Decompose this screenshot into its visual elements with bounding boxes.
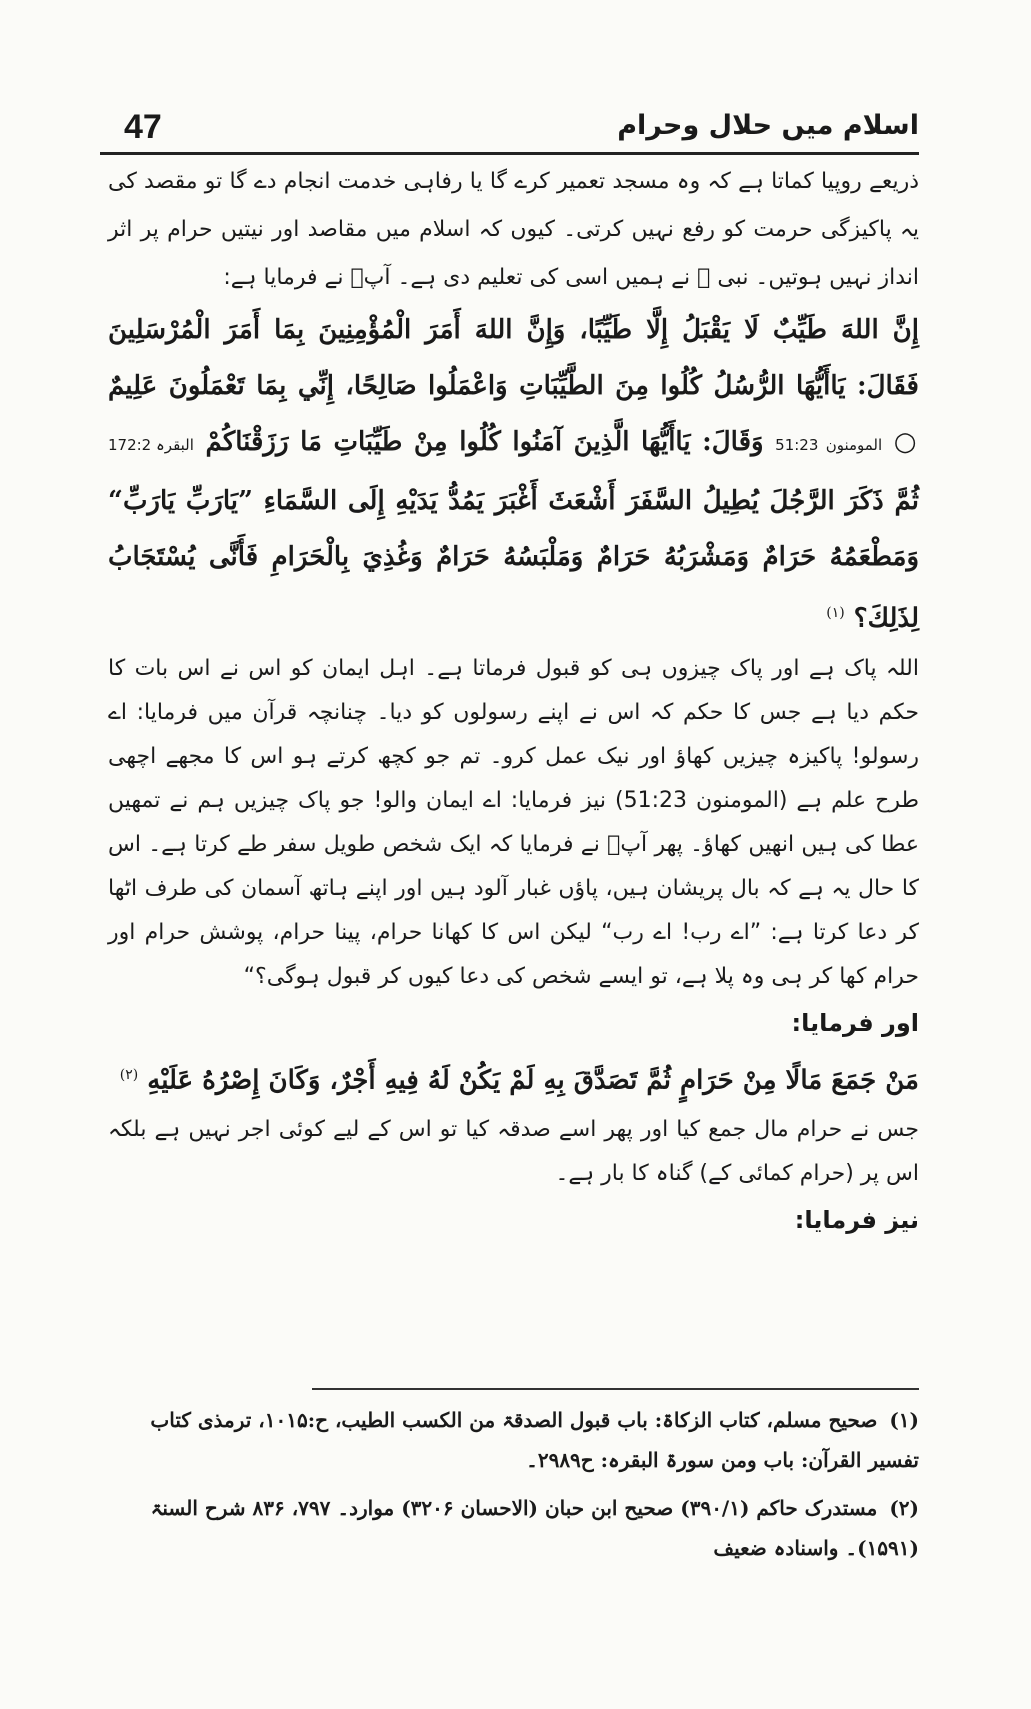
footnote-text: صحیح مسلم، کتاب الزکاۃ: باب قبول الصدقۃ من الکسب الطیب، ح:۱۰۱۵، ترمذی کتاب تفسیر القرآن: باب ومن سورۃ البقرہ: ح۲۹۸۹۔ xyxy=(150,1408,919,1472)
quran-reference-2: البقرہ 172:2 xyxy=(108,436,194,454)
page-header xyxy=(100,108,919,155)
intro-paragraph: ذریعے روپیا کماتا ہے کہ وہ مسجد تعمیر کرے گا یا رفاہی خدمت انجام دے گا تو مقصد کی یہ پاکیزگی حرمت کو رفع نہیں کرتی۔ کیوں کہ اسلام میں مقاصد اور نیتیں حرام پر اثر انداز نہیں ہوتیں۔ نبی ﷺ نے ہمیں اسی کی تعلیم دی ہے۔ آپؐ نے فرمایا ہے: xyxy=(108,169,919,290)
section-heading-1: اور فرمایا: xyxy=(791,1008,919,1037)
hadith-text-2: وَقَالَ: يَاأَيُّهَا الَّذِينَ آمَنُوا كُلُوا مِنْ طَيِّبَاتِ مَا رَزَقْنَاكُمْ xyxy=(205,427,764,457)
hadith-arabic-1 xyxy=(108,302,919,647)
footnote-number: (۲) xyxy=(889,1496,919,1520)
footnote-2 xyxy=(108,1488,919,1568)
footnote-1 xyxy=(108,1400,919,1480)
hadith-text-1: إِنَّ اللهَ طَيِّبٌ لَا يَقْبَلُ إِلَّا طَيِّبًا، وَإِنَّ اللهَ أَمَرَ الْمُؤْمِنِينَ بِمَا أَمَرَ الْمُرْسَلِينَ فَقَالَ: يَاأَيُّهَا الرُّسُلُ كُلُوا مِنَ الطَّيِّبَاتِ وَاعْمَلُوا صَالِحًا، إِنِّي بِمَا تَعْمَلُونَ عَلِيمٌ ○ xyxy=(108,315,919,457)
footnote-mark-1: (۱) xyxy=(826,605,845,621)
hadith-text-3: ثُمَّ ذَكَرَ الرَّجُلَ يُطِيلُ السَّفَرَ أَشْعَثَ أَغْبَرَ يَمُدُّ يَدَيْهِ إِلَى السَّمَاءِ ”يَارَبِّ يَارَبِّ“ وَمَطْعَمُهُ حَرَامٌ وَمَشْرَبُهُ حَرَامٌ وَمَلْبَسُهُ حَرَامٌ وَغُذِيَ بِالْحَرَامِ فَأَنَّى يُسْتَجَابُ لِذَلِكَ؟ xyxy=(108,486,919,634)
page-body xyxy=(108,158,919,1244)
running-title: اسلام میں حلال وحرام xyxy=(617,110,919,141)
page-number: 47 xyxy=(124,108,162,146)
footnote-text: مستدرک حاکم (۳۹۰/۱) صحیح ابن حبان (الاحسان ۳۲۰۶) موارد۔ ۷۹۷، ۸۳۶ شرح السنۃ (۱۵۹۱)۔ واسنادہ ضعیف xyxy=(150,1496,919,1560)
footnote-divider xyxy=(312,1388,919,1390)
footnote-number: (۱) xyxy=(889,1408,919,1432)
quran-reference-1: المومنون 51:23 xyxy=(775,436,883,454)
footnotes xyxy=(108,1400,919,1576)
section-heading-2: نیز فرمایا: xyxy=(794,1206,919,1235)
footnote-mark-2: (۲) xyxy=(119,1066,139,1083)
translation-paragraph-1: اللہ پاک ہے اور پاک چیزوں ہی کو قبول فرماتا ہے۔ اہل ایمان کو اس نے اس بات کا حکم دیا ہے جس کا حکم کہ اس نے اپنے رسولوں کو دیا۔ چنانچہ قرآن میں فرمایا: اے رسولو! پاکیزہ چیزیں کھاؤ اور نیک عمل کرو۔ تم جو کچھ کرتے ہو اس کا مجھے اچھی طرح علم ہے (المومنون 51:23) نیز فرمایا: اے ایمان والو! جو پاک چیزیں ہم نے تمھیں عطا کی ہیں انھیں کھاؤ۔ پھر آپؐ نے فرمایا کہ ایک شخص طویل سفر طے کرتا ہے۔ اس کا حال یہ ہے کہ بال پریشان ہیں، پاؤں غبار آلود ہیں اور اپنے ہاتھ آسمان کی طرف اٹھا کر دعا کرتا ہے: ”اے رب! اے رب“ لیکن اس کا کھانا حرام، پینا حرام، پوشش حرام اور حرام کھا کر ہی وہ پلا ہے، تو ایسے شخص کی دعا کیوں کر قبول ہوگی؟“ xyxy=(108,655,919,989)
translation-paragraph-2: جس نے حرام مال جمع کیا اور پھر اسے صدقہ کیا تو اس کے لیے کوئی اجر نہیں ہے بلکہ اس پر (حرام کمائی کے) گناہ کا بار ہے۔ xyxy=(108,1117,919,1187)
hadith-text-4: مَنْ جَمَعَ مَالًا مِنْ حَرَامٍ ثُمَّ تَصَدَّقَ بِهِ لَمْ يَكُنْ لَهُ فِيهِ أَجْرٌ، وَكَانَ إِصْرُهُ عَلَيْهِ xyxy=(147,1065,919,1096)
hadith-arabic-2 xyxy=(108,1047,919,1109)
